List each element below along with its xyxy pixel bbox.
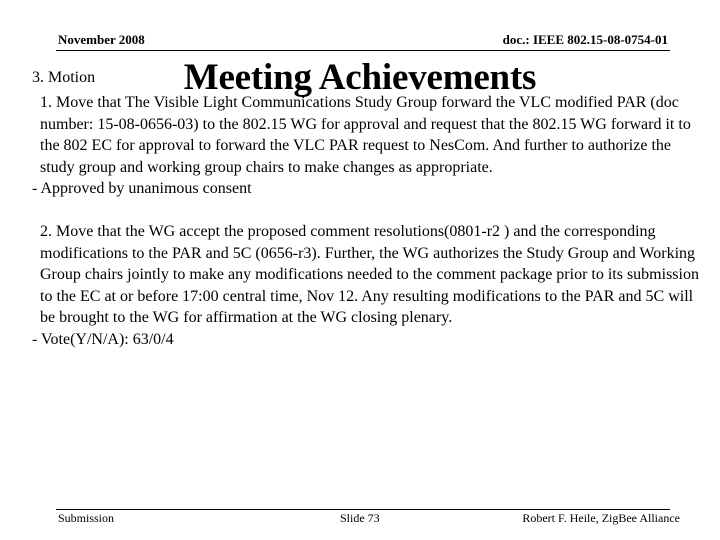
footer-slide-number: Slide 73 <box>340 511 380 525</box>
footer-author: Robert F. Heile, ZigBee Alliance <box>522 511 680 525</box>
header-doc-number: doc.: IEEE 802.15-08-0754-01 <box>502 32 668 47</box>
header-date: November 2008 <box>58 32 145 47</box>
slide-body <box>32 92 704 350</box>
motion-2-text: 2. Move that the WG accept the proposed comment resolutions(0801-r2 ) and the corresponding modifications to the PAR and 5C (0656-r3). Further, the WG authorizes the Study Group and Working Group chairs jointly to make any modifications needed to the comment package prior to its submission to the EC at or before 17:00 central time, Nov 12. Any resulting modifications to the PAR and 5C will be brought to the WG for affirmation at the WG closing plenary. <box>40 223 699 326</box>
motion-2-result: - Vote(Y/N/A): 63/0/4 <box>32 330 174 348</box>
spacer <box>32 200 704 222</box>
motion-1-text: 1. Move that The Visible Light Communications Study Group forward the VLC modified PAR (doc number: 15-08-0656-03) to the 802.15 WG for approval and request that the 802.15 WG forward it to the 802 EC for approval to forward the VLC PAR request to NesCom. And further to authorize the study group and working group chairs to make changes as appropriate. <box>40 94 691 176</box>
footer-submission: Submission <box>58 511 115 525</box>
slide-title: Meeting Achievements <box>183 57 537 98</box>
header-rule <box>56 50 670 51</box>
section-label: 3. Motion <box>32 69 96 86</box>
motion-1-result: - Approved by unanimous consent <box>32 180 252 197</box>
footer-rule <box>56 509 670 510</box>
